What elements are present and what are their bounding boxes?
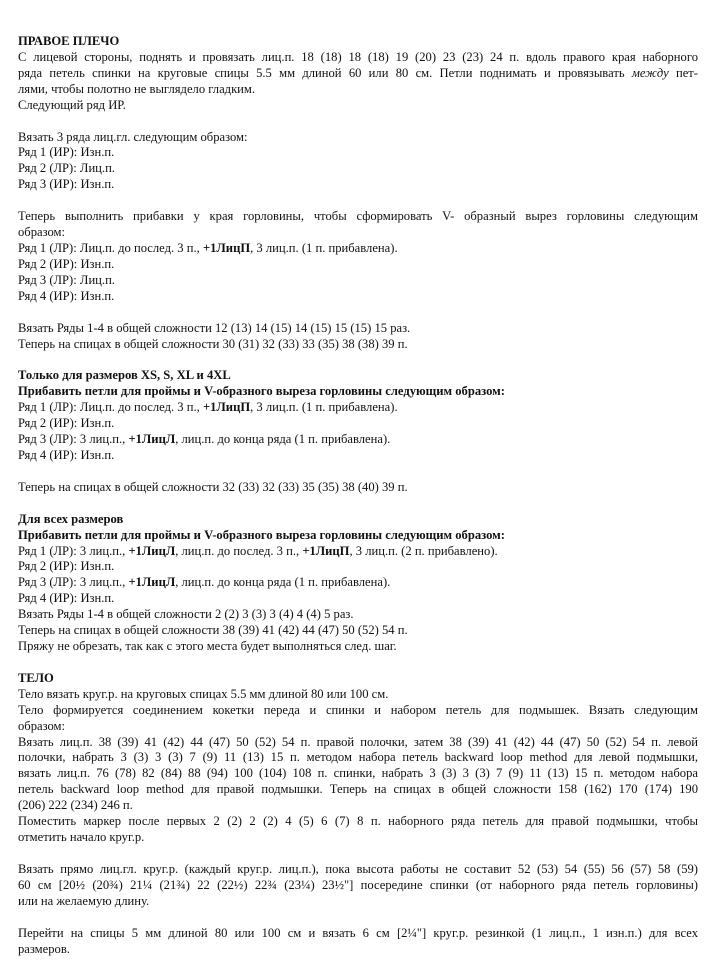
row-instruction: Ряд 2 (ИР): Изн.п. (18, 256, 115, 271)
spacer (18, 496, 698, 512)
paragraph-line: Тело формируется соединением кокетки переда и спинки и набором петель для подмышек. Вязать следующим (18, 702, 698, 717)
paragraph-line: Вязать прямо лиц.гл. круг.р. (каждый круг.р. лиц.п.), пока высота работы не составит 52 (53) 54 (55) 56 (57) 58 (59) (18, 861, 698, 876)
paragraph-line: (206) 222 (234) 246 п. (18, 798, 133, 813)
row-instruction: Ряд 1 (ИР): Изн.п. (18, 145, 115, 160)
spacer (18, 910, 698, 926)
paragraph-line: петель backward loop method для правой подмышки. Теперь на спицах в общей сложности 158 (162) 170 (174) 190 (18, 782, 698, 797)
row-instruction: Ряд 1 (ЛР): Лиц.п. до послед. 3 п., +1ЛицП, 3 лиц.п. (1 п. прибавлена). (18, 240, 398, 255)
paragraph-line: Поместить маркер после первых 2 (2) 2 (2) 4 (5) 6 (7) 8 п. наборного ряда петель для правой подмышки, чтобы (18, 814, 698, 829)
spacer (18, 464, 698, 480)
paragraph-line: размеров. (18, 941, 70, 956)
row-instruction: Ряд 1 (ЛР): 3 лиц.п., +1ЛицЛ, лиц.п. до послед. 3 п., +1ЛицП, 3 лиц.п. (2 п. прибавлено). (18, 543, 498, 558)
section-subheading: Прибавить петли для проймы и V-образного выреза горловины следующим образом: (18, 384, 505, 399)
section-heading-all-sizes: Для всех размеров (18, 511, 124, 526)
paragraph-line: Теперь на спицах в общей сложности 38 (39) 41 (42) 44 (47) 50 (52) 54 п. (18, 623, 408, 638)
section-heading-right-shoulder: ПРАВОЕ ПЛЕЧО (18, 34, 120, 48)
row-instruction: Ряд 2 (ИР): Изн.п. (18, 559, 115, 574)
section-subheading: Прибавить петли для проймы и V-образного выреза горловины следующим образом: (18, 527, 505, 542)
row-instruction: Ряд 1 (ЛР): Лиц.п. до послед. 3 п., +1ЛицП, 3 лиц.п. (1 п. прибавлена). (18, 400, 398, 415)
paragraph-line: Следующий ряд ИР. (18, 97, 126, 112)
row-instruction: Ряд 2 (ИР): Изн.п. (18, 416, 115, 431)
paragraph-line: Теперь на спицах в общей сложности 30 (31) 32 (33) 33 (35) 38 (38) 39 п. (18, 336, 408, 351)
paragraph-line: полочки, набрать 3 (3) 3 (3) 7 (9) 11 (13) 15 п. методом набора петель backward loop method для левой подмышки, (18, 750, 698, 765)
spacer (18, 352, 698, 368)
section-heading-body: ТЕЛО (18, 670, 54, 685)
paragraph-line: образом: (18, 718, 66, 733)
row-instruction: Ряд 4 (ИР): Изн.п. (18, 591, 115, 606)
row-instruction: Ряд 3 (ЛР): 3 лиц.п., +1ЛицЛ, лиц.п. до конца ряда (1 п. прибавлена). (18, 432, 391, 447)
spacer (18, 846, 698, 862)
spacer (18, 305, 698, 321)
row-instruction: Ряд 3 (ЛР): Лиц.п. (18, 272, 115, 287)
paragraph-line: вязать лиц.п. 76 (78) 82 (84) 88 (94) 100 (104) 108 п. спинки, набрать 3 (3) 3 (3) 7 (9) 11 (13) 15 п. методом набора (18, 766, 698, 781)
paragraph-line: Вязать Ряды 1-4 в общей сложности 12 (13) 14 (15) 14 (15) 15 (15) 15 раз. (18, 320, 411, 335)
spacer (18, 193, 698, 209)
paragraph-line: Теперь на спицах в общей сложности 32 (33) 32 (33) 35 (35) 38 (40) 39 п. (18, 479, 408, 494)
paragraph-line: С лицевой стороны, поднять и провязать лиц.п. 18 (18) 18 (18) 19 (20) 23 (23) 24 п. вдоль правого края наборного (18, 49, 698, 64)
row-instruction: Ряд 4 (ИР): Изн.п. (18, 447, 115, 462)
paragraph-line: образом: (18, 225, 66, 240)
row-instruction: Ряд 3 (ЛР): 3 лиц.п., +1ЛицЛ, лиц.п. до конца ряда (1 п. прибавлена). (18, 575, 391, 590)
paragraph-line: лями, чтобы полотно не выглядело гладким. (18, 81, 256, 96)
paragraph-line: Пряжу не обрезать, так как с этого места будет выполняться след. шаг. (18, 639, 397, 653)
row-instruction: Ряд 4 (ИР): Изн.п. (18, 288, 115, 303)
paragraph-line: Теперь выполнить прибавки у края горловины, чтобы сформировать V- образный вырез горловины следующим (18, 209, 698, 224)
paragraph-line: ряда петель спинки на круговые спицы 5.5 мм длиной 60 или 80 см. Петли поднимать и провязывать между пет- (18, 65, 698, 80)
paragraph-line: Перейти на спицы 5 мм длиной 80 или 100 см и вязать 6 см [2¼"] круг.р. резинкой (1 лиц.п., 1 изн.п.) для всех (18, 925, 698, 940)
row-instruction: Ряд 3 (ИР): Изн.п. (18, 177, 115, 192)
section-heading-sizes: Только для размеров XS, S, XL и 4XL (18, 368, 231, 383)
paragraph-line: Тело вязать круг.р. на круговых спицах 5.5 мм длиной 80 или 100 см. (18, 686, 389, 701)
paragraph-line: Вязать лиц.п. 38 (39) 41 (42) 44 (47) 50 (52) 54 п. правой полочки, затем 38 (39) 41 (42) 44 (47) 50 (52) 54 п. левой (18, 734, 698, 749)
paragraph-line: Вязать Ряды 1-4 в общей сложности 2 (2) 3 (3) 3 (4) 4 (4) 5 раз. (18, 607, 354, 622)
paragraph-line: или на желаемую длину. (18, 893, 150, 908)
document-page (18, 34, 698, 957)
paragraph-line: 60 см [20½ (20¾) 21¼ (21¾) 22 (22½) 22¾ (23¼) 23½"] посередине спинки (от наборного ряда петель горловины) (18, 877, 698, 892)
row-instruction: Ряд 2 (ЛР): Лиц.п. (18, 161, 115, 176)
spacer (18, 655, 698, 671)
spacer (18, 114, 698, 130)
paragraph-line: Вязать 3 ряда лиц.гл. следующим образом: (18, 129, 248, 144)
paragraph-line: отметить начало круг.р. (18, 829, 145, 844)
